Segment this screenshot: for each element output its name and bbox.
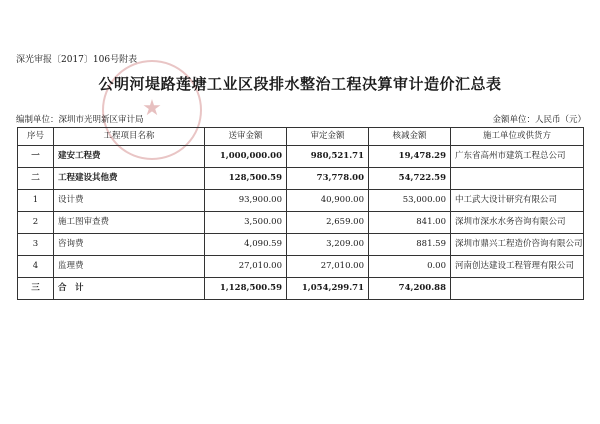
row-number-cell: 2	[18, 212, 54, 234]
compiling-unit: 编制单位：深圳市光明新区审计局	[16, 115, 144, 125]
table-row	[18, 256, 584, 278]
table-row	[18, 190, 584, 212]
contractor-cell	[451, 168, 584, 190]
contractor-cell: 河南创达建设工程管理有限公司	[451, 256, 584, 278]
contractor-cell: 广东省高州市建筑工程总公司	[451, 146, 584, 168]
reduced-amount-cell: 19,478.29	[369, 146, 451, 168]
submitted-amount-cell: 128,500.59	[205, 168, 287, 190]
reduced-amount-cell: 53,000.00	[369, 190, 451, 212]
submitted-amount-cell: 93,900.00	[205, 190, 287, 212]
row-number-cell: 1	[18, 190, 54, 212]
reduced-amount-cell: 74,200.88	[369, 278, 451, 300]
header-contractor: 施工单位或供货方	[451, 128, 584, 146]
document-title: 公明河堤路莲塘工业区段排水整治工程决算审计造价汇总表	[98, 75, 502, 93]
header-reduced-amount: 核减金额	[369, 128, 451, 146]
document-reference: 深光审报〔2017〕106号附表	[16, 55, 138, 65]
item-name-cell: 施工图审查费	[54, 212, 205, 234]
contractor-cell	[451, 278, 584, 300]
approved-amount-cell: 2,659.00	[287, 212, 369, 234]
table-header-row	[18, 128, 584, 146]
item-name-cell: 合 计	[54, 278, 205, 300]
contractor-cell: 中工武大设计研究有限公司	[451, 190, 584, 212]
item-name-cell: 咨询费	[54, 234, 205, 256]
row-number-cell: 3	[18, 234, 54, 256]
approved-amount-cell: 27,010.00	[287, 256, 369, 278]
header-no: 序号	[18, 128, 54, 146]
header-approved-amount: 审定金额	[287, 128, 369, 146]
table-row	[18, 212, 584, 234]
row-number-cell: 三	[18, 278, 54, 300]
table-row	[18, 146, 584, 168]
table-row	[18, 278, 584, 300]
submitted-amount-cell: 27,010.00	[205, 256, 287, 278]
currency-unit: 金额单位：人民币（元）	[492, 115, 586, 125]
item-name-cell: 设计费	[54, 190, 205, 212]
table-row	[18, 234, 584, 256]
reduced-amount-cell: 841.00	[369, 212, 451, 234]
contractor-cell: 深圳市鼎兴工程造价咨询有限公司	[451, 234, 584, 256]
submitted-amount-cell: 1,128,500.59	[205, 278, 287, 300]
approved-amount-cell: 40,900.00	[287, 190, 369, 212]
audit-summary-table	[17, 127, 584, 300]
row-number-cell: 二	[18, 168, 54, 190]
submitted-amount-cell: 3,500.00	[205, 212, 287, 234]
row-number-cell: 一	[18, 146, 54, 168]
seal-star-icon: ★	[142, 96, 162, 121]
approved-amount-cell: 73,778.00	[287, 168, 369, 190]
submitted-amount-cell: 4,090.59	[205, 234, 287, 256]
approved-amount-cell: 1,054,299.71	[287, 278, 369, 300]
reduced-amount-cell: 881.59	[369, 234, 451, 256]
row-number-cell: 4	[18, 256, 54, 278]
reduced-amount-cell: 0.00	[369, 256, 451, 278]
table-row	[18, 168, 584, 190]
item-name-cell: 监理费	[54, 256, 205, 278]
approved-amount-cell: 3,209.00	[287, 234, 369, 256]
contractor-cell: 深圳市深水水务咨询有限公司	[451, 212, 584, 234]
header-submitted-amount: 送审金额	[205, 128, 287, 146]
submitted-amount-cell: 1,000,000.00	[205, 146, 287, 168]
header-item-name: 工程项目名称	[54, 128, 205, 146]
item-name-cell: 工程建设其他费	[54, 168, 205, 190]
reduced-amount-cell: 54,722.59	[369, 168, 451, 190]
approved-amount-cell: 980,521.71	[287, 146, 369, 168]
item-name-cell: 建安工程费	[54, 146, 205, 168]
